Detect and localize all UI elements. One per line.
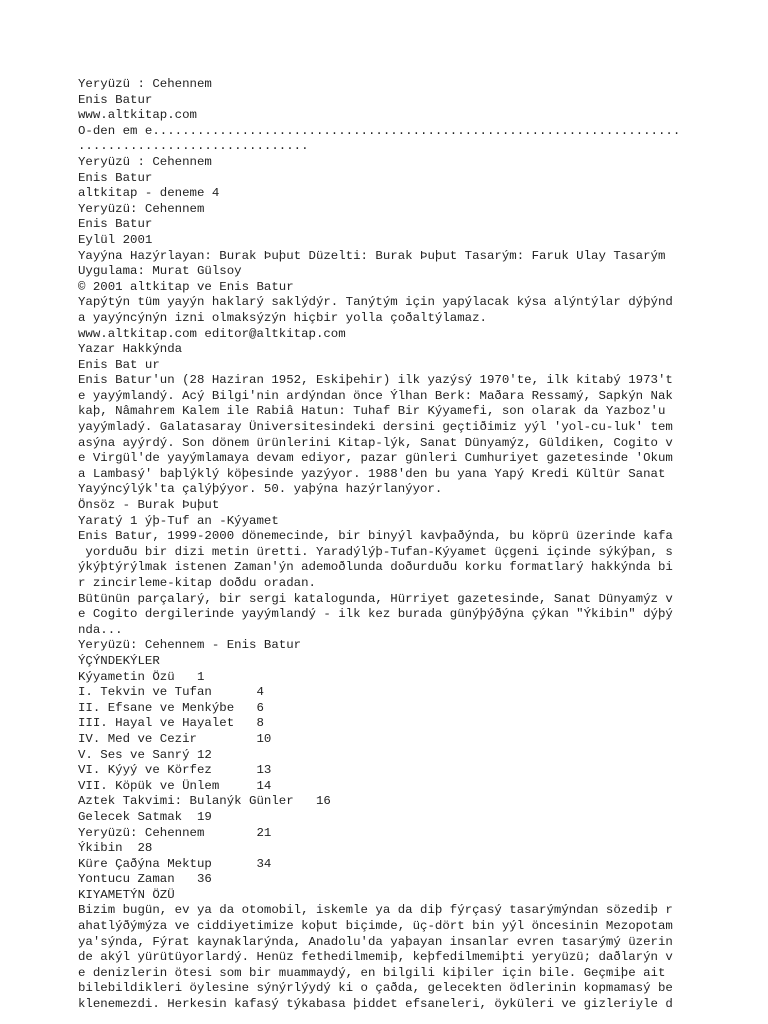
text-line: Enis Batur <box>78 170 153 185</box>
text-line: altkitap - deneme 4 <box>78 186 220 201</box>
text-line: ýkýþtýrýlmak istenen Zaman'ýn ademoðlunda doðurduðu korku formatlarý hakkýnda bi <box>78 560 673 575</box>
text-line: © 2001 altkitap ve Enis Batur <box>78 279 294 294</box>
text-line: KIYAMETÝN ÖZÜ <box>78 887 175 902</box>
text-line: Önsöz - Burak Þuþut <box>78 498 220 513</box>
text-line: IV. Med ve Cezir 10 <box>78 731 272 746</box>
text-line: Yontucu Zaman 36 <box>78 872 212 887</box>
text-line: klenemezdi. Herkesin kafasý týkabasa þiddet efsaneleri, öyküleri ve gizleriyle d <box>78 997 673 1012</box>
text-line: e denizlerin ötesi som bir muammaydý, en bilgili kiþiler için bile. Geçmiþe ait <box>78 965 666 980</box>
text-line: ahatlýðýmýza ve ciddiyetimize koþut biçimde, üç-dört bin yýl öncesinin Mezopotam <box>78 919 673 934</box>
text-line: kaþ, Nâmahrem Kalem ile Rabiâ Hatun: Tuhaf Bir Kýyamefi, son olarak da Yazboz'u <box>78 404 666 419</box>
text-line: Uygulama: Murat Gülsoy <box>78 264 242 279</box>
text-line: VI. Kýyý ve Körfez 13 <box>78 763 272 778</box>
text-line: Enis Batur, 1999-2000 dönemecinde, bir binyýl kavþaðýnda, bu köprü üzerinde kafa <box>78 529 673 544</box>
text-line: ÝÇÝNDEKÝLER <box>78 653 160 668</box>
text-line: V. Ses ve Sanrý 12 <box>78 747 212 762</box>
text-line: Bütünün parçalarý, bir sergi katalogunda, Hürriyet gazetesinde, Sanat Dünyamýz v <box>78 591 673 606</box>
text-line: Yazar Hakkýnda <box>78 342 183 357</box>
text-line: III. Hayal ve Hayalet 8 <box>78 716 264 731</box>
text-line: asýna ayýrdý. Son dönem ürünlerini Kitap-lýk, Sanat Dünyamýz, Güldiken, Cogito v <box>78 435 673 450</box>
text-line: a yayýncýnýn izni olmaksýzýn hiçbir yolla çoðaltýlamaz. <box>78 310 487 325</box>
text-line: bilebildikleri öylesine sýnýrlýydý ki o çaðda, gelecekten ödlerinin kopmamasý be <box>78 981 673 996</box>
text-line: Enis Batur'un (28 Haziran 1952, Eskiþehir) ilk yazýsý 1970'te, ilk kitabý 1973't <box>78 373 673 388</box>
text-line: yayýmladý. Galatasaray Üniversitesindeki dersini geçtiðimiz yýl 'yol-cu-luk' tem <box>78 420 673 435</box>
text-line: Enis Batur <box>78 92 153 107</box>
text-line: Yayýna Hazýrlayan: Burak Þuþut Düzelti: Burak Þuþut Tasarým: Faruk Ulay Tasarým <box>78 248 666 263</box>
document-page <box>78 77 764 1013</box>
text-line: www.altkitap.com editor@altkitap.com <box>78 326 346 341</box>
text-line: Enis Batur <box>78 217 153 232</box>
text-line: O-den em e....................................................................... <box>78 123 681 138</box>
text-line: yorduðu bir dizi metin üretti. Yaradýlýþ-Tufan-Kýyamet üçgeni içinde sýkýþan, s <box>78 544 673 559</box>
text-line: Yaratý 1 ýþ-Tuf an -Kýyamet <box>78 513 279 528</box>
text-line: Gelecek Satmak 19 <box>78 809 212 824</box>
text-line: Yeryüzü : Cehennem <box>78 154 212 169</box>
text-line: Aztek Takvimi: Bulanýk Günler 16 <box>78 794 331 809</box>
text-line: Enis Bat ur <box>78 357 160 372</box>
text-line: e yayýmlandý. Acý Bilgi'nin ardýndan önce Ýlhan Berk: Maðara Ressamý, Sapkýn Nak <box>78 388 673 403</box>
text-line: nda... <box>78 622 123 637</box>
text-line: I. Tekvin ve Tufan 4 <box>78 685 264 700</box>
text-line: de akýl yürütüyorlardý. Henüz fethedilmemiþ, keþfedilmemiþti yeryüzü; daðlarýn v <box>78 950 673 965</box>
text-line: Yeryüzü: Cehennem - Enis Batur <box>78 638 302 653</box>
text-line: VII. Köpük ve Ünlem 14 <box>78 778 272 793</box>
text-line: II. Efsane ve Menkýbe 6 <box>78 700 264 715</box>
text-line: Kýyametin Özü 1 <box>78 669 205 684</box>
text-line: ya'sýnda, Fýrat kaynaklarýnda, Anadolu'da yaþayan insanlar evren tasarýmý üzerin <box>78 934 673 949</box>
text-line: e Virgül'de yayýmlamaya devam ediyor, pazar günleri Cumhuriyet gazetesinde 'Okum <box>78 451 673 466</box>
text-line: Bizim bugün, ev ya da otomobil, iskemle ya da diþ fýrçasý tasarýmýndan sözediþ r <box>78 903 673 918</box>
text-line: Yayýncýlýk'ta çalýþýyor. 50. yaþýna hazýrlanýyor. <box>78 482 443 497</box>
text-line: ............................... <box>78 139 309 154</box>
text-line: Eylül 2001 <box>78 232 153 247</box>
text-line: Küre Çaðýna Mektup 34 <box>78 856 272 871</box>
text-line: e Cogito dergilerinde yayýmlandý - ilk kez burada günýþýðýna çýkan "Ýkibin" dýþý <box>78 607 673 622</box>
text-line: Yeryüzü : Cehennem <box>78 77 212 91</box>
text-line: Ýkibin 28 <box>78 841 153 856</box>
text-line: r zincirleme-kitap doðdu oradan. <box>78 576 316 590</box>
text-line: Yeryüzü: Cehennem <box>78 201 205 216</box>
text-line: Yapýtýn tüm yayýn haklarý saklýdýr. Tanýtým için yapýlacak kýsa alýntýlar dýþýnd <box>78 295 673 310</box>
text-line: www.altkitap.com <box>78 108 197 123</box>
text-line: Yeryüzü: Cehennem 21 <box>78 825 272 840</box>
text-line: a Lambasý' baþlýklý köþesinde yazýyor. 1988'den bu yana Yapý Kredi Kültür Sanat <box>78 466 666 481</box>
